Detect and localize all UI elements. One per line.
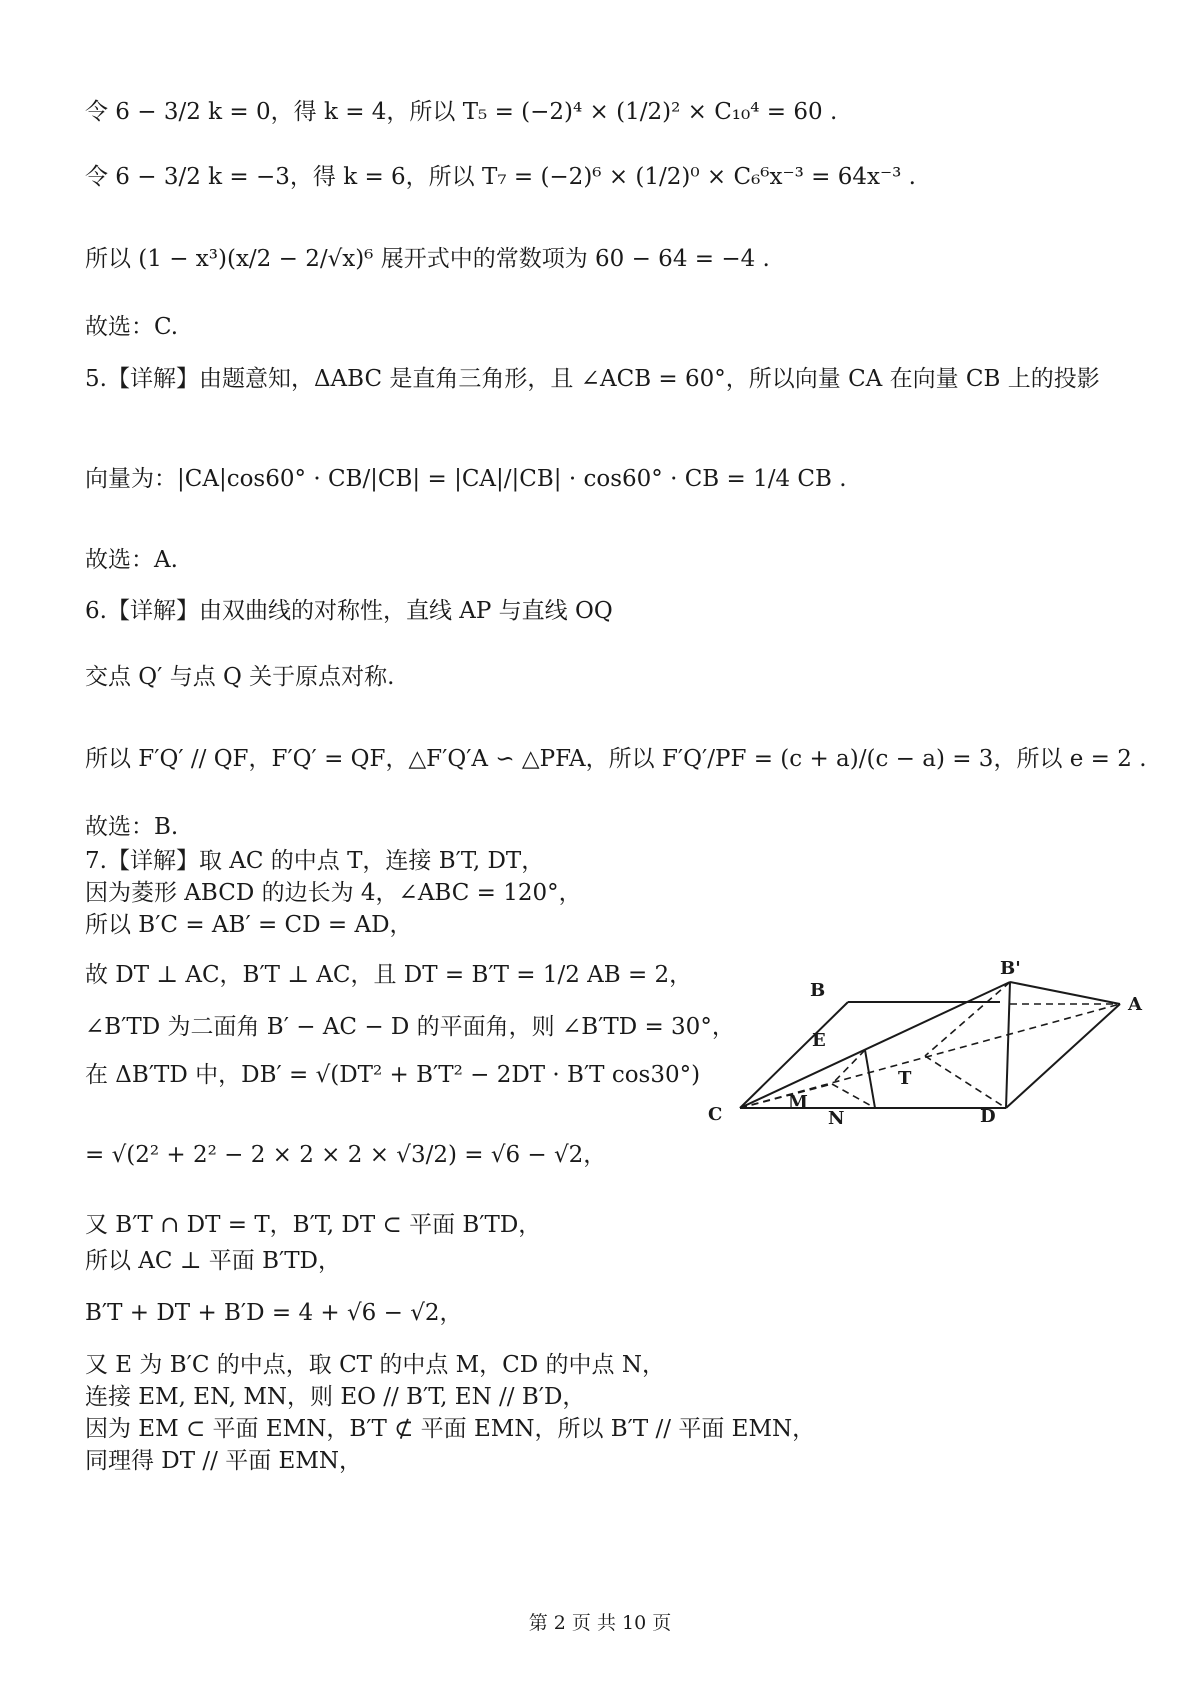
text-line-2: 令 6 − 3/2 k = −3，得 k = 6，所以 T₇ = (−2)⁶ × (1/2)⁰ × C₆⁶x⁻³ = 64x⁻³ . [85,164,916,190]
text-line-3: 所以 (1 − x³)(x/2 − 2/√x)⁶ 展开式中的常数项为 60 − 64 = −4 . [85,246,770,272]
label-M: M [788,1092,808,1113]
text-line-19: 又 B′T ∩ DT = T，B′T, DT ⊂ 平面 B′TD， [85,1212,542,1238]
text-line-14: 所以 B′C = AB′ = CD = AD， [85,912,413,938]
text-line-4: 故选：C. [85,314,179,340]
text-line-10: 所以 F′Q′ // QF，F′Q′ = QF，△F′Q′A ∽ △PFA，所以 F′Q′/PF = (c + a)/(c − a) = 3，所以 e = 2 . [85,746,1147,772]
text-line-24: 因为 EM ⊂ 平面 EMN，B′T ⊄ 平面 EMN，所以 B′T // 平面 EMN， [85,1416,816,1442]
text-line-9: 交点 Q′ 与点 Q 关于原点对称. [85,664,395,690]
text-line-13: 因为菱形 ABCD 的边长为 4，∠ABC = 120°， [85,880,582,906]
text-line-6: 向量为：|CA|cos60° · CB/|CB| = |CA|/|CB| · cos60° · CB = 1/4 CB . [85,466,847,492]
edge-BpT [925,982,1010,1056]
label-E: E [812,1030,826,1051]
figure-dashed-edges [740,982,1120,1108]
text-line-20: 所以 AC ⊥ 平面 B′TD， [85,1248,341,1274]
text-line-7: 故选：A. [85,547,178,573]
text-line-23: 连接 EM, EN, MN，则 EO // B′T, EN // B′D， [85,1384,586,1410]
edge-DA [1006,1004,1120,1108]
text-line-25: 同理得 DT // 平面 EMN， [85,1448,362,1474]
rhombus-fold-figure [700,920,1180,1130]
label-Bp: B' [1000,958,1021,979]
figure-solid-edges [740,982,1120,1108]
text-line-17: 在 ΔB′TD 中，DB′ = √(DT² + B′T² − 2DT · B′T cos30°) [85,1062,701,1088]
edge-BpD [1006,982,1010,1108]
label-B: B [810,980,826,1001]
label-D: D [980,1106,996,1127]
label-C: C [708,1104,723,1125]
page-footer: 第 2 页 共 10 页 [528,1612,672,1634]
label-T: T [898,1068,912,1089]
edge-BpA [1010,982,1120,1004]
edge-EN [865,1050,875,1108]
text-line-15: 故 DT ⊥ AC，B′T ⊥ AC，且 DT = B′T = 1/2 AB = 2， [85,962,693,988]
label-A: A [1128,994,1142,1015]
edge-CBp [740,982,1010,1108]
text-line-11: 故选：B. [85,814,179,840]
edge-MN [832,1084,875,1108]
text-line-21: B′T + DT + B′D = 4 + √6 − √2， [85,1300,463,1326]
edge-TD [925,1056,1006,1108]
text-line-12: 7.【详解】取 AC 的中点 T，连接 B′T, DT， [85,848,545,874]
text-line-1: 令 6 − 3/2 k = 0，得 k = 4，所以 T₅ = (−2)⁴ × (1/2)² × C₁₀⁴ = 60 . [85,99,838,125]
text-line-5: 5.【详解】由题意知，ΔABC 是直角三角形，且 ∠ACB = 60°，所以向量 CA 在向量 CB 上的投影 [85,366,1100,392]
text-line-18: = √(2² + 2² − 2 × 2 × 2 × √3/2) = √6 − √2， [85,1142,607,1168]
text-line-8: 6.【详解】由双曲线的对称性，直线 AP 与直线 OQ [85,598,613,624]
text-line-16: ∠B′TD 为二面角 B′ − AC − D 的平面角，则 ∠B′TD = 30°， [85,1014,735,1040]
label-N: N [828,1108,845,1129]
text-line-22: 又 E 为 B′C 的中点，取 CT 的中点 M，CD 的中点 N， [85,1352,665,1378]
